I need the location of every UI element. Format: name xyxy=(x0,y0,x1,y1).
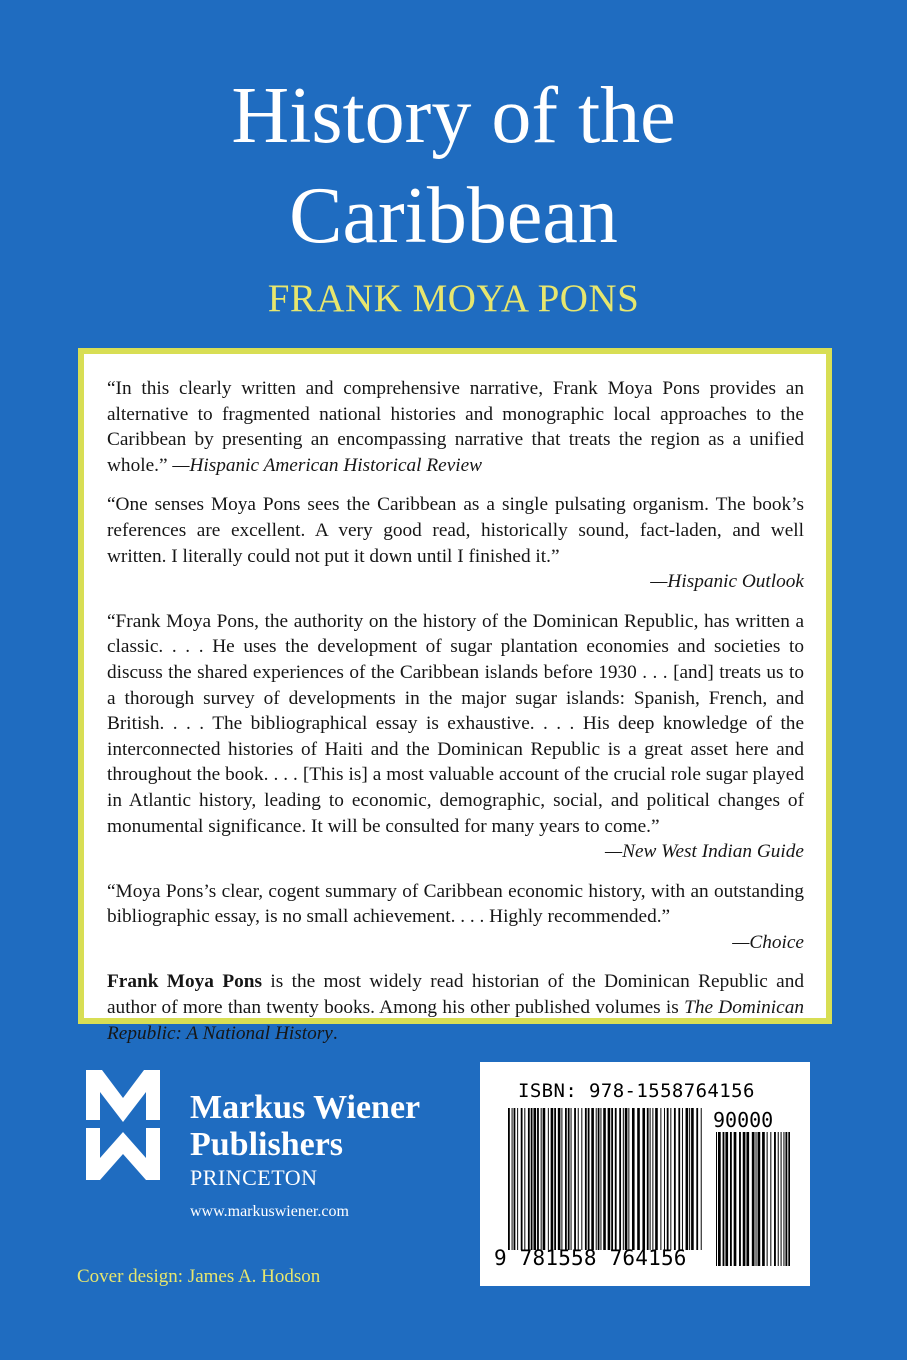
bio-text: is the most widely read historian of the Dominican Republic and author of more than twenty books. Among his other published volumes is xyxy=(107,971,804,1019)
title-line-2: Caribbean xyxy=(289,172,618,260)
barcode-bar xyxy=(603,1108,606,1250)
barcode-bar xyxy=(778,1132,779,1266)
author-name: FRANK MOYA PONS xyxy=(267,277,640,320)
quote-source: —Hispanic American Historical Review xyxy=(172,454,483,476)
barcode-bar xyxy=(723,1132,725,1266)
publisher-logo-icon xyxy=(82,1062,164,1187)
barcode-bar xyxy=(752,1132,755,1266)
review-quote-4 xyxy=(107,879,804,956)
quote-source: —New West Indian Guide xyxy=(604,841,804,863)
barcode-bar xyxy=(647,1108,649,1250)
barcode-bar xyxy=(568,1108,570,1250)
barcode-bar xyxy=(689,1108,690,1250)
barcode-bar xyxy=(730,1132,732,1266)
barcode-bar xyxy=(718,1132,721,1266)
barcode-bar xyxy=(637,1108,640,1250)
barcode-bar xyxy=(716,1132,717,1266)
barcode-bar xyxy=(783,1132,784,1266)
barcode-bar xyxy=(734,1132,737,1266)
publisher-url: www.markuswiener.com xyxy=(190,1203,349,1220)
title-line-1: History of the xyxy=(231,72,676,160)
barcode-bar xyxy=(611,1108,613,1250)
bio-end: . xyxy=(332,1022,338,1044)
barcode-addon-number: 90000 xyxy=(713,1108,774,1132)
barcode-bar xyxy=(632,1108,635,1250)
barcode-box xyxy=(480,1062,810,1286)
review-quote-3 xyxy=(107,609,804,865)
barcode-bar xyxy=(548,1108,549,1250)
barcode-bar xyxy=(600,1108,601,1250)
barcode-bar xyxy=(628,1108,629,1250)
review-quote-2 xyxy=(107,492,804,594)
barcode-bar xyxy=(514,1108,516,1250)
publisher-name xyxy=(190,1089,420,1163)
barcode-bar xyxy=(608,1108,611,1250)
barcode-bar xyxy=(596,1108,597,1250)
barcode-bar xyxy=(517,1108,518,1250)
barcode-bar xyxy=(696,1108,698,1250)
barcode-bar xyxy=(554,1108,556,1250)
barcode-bar xyxy=(558,1108,561,1250)
bio-book-title: The Dominican Republic: A National History xyxy=(107,997,804,1044)
barcode-bar xyxy=(615,1108,617,1250)
barcode-bar xyxy=(537,1108,539,1250)
barcode-bar xyxy=(758,1132,761,1266)
barcode-bar xyxy=(785,1132,787,1266)
barcode-main-bars xyxy=(508,1108,704,1250)
barcode-bar xyxy=(691,1108,694,1250)
barcode-bar xyxy=(591,1108,594,1250)
barcode-bar xyxy=(781,1132,782,1266)
barcode-bar xyxy=(508,1108,510,1250)
barcode-bar xyxy=(746,1132,749,1266)
barcode-bar xyxy=(667,1108,669,1250)
barcode-digits: 9 781558 764156 xyxy=(494,1246,687,1270)
barcode-bar xyxy=(581,1108,582,1250)
barcode-bar xyxy=(619,1108,621,1250)
barcode-bar xyxy=(674,1108,676,1250)
barcode-bar xyxy=(743,1132,746,1266)
barcode-bar xyxy=(551,1108,554,1250)
barcode-bar xyxy=(701,1108,702,1250)
quote-text: “One senses Moya Pons sees the Caribbean as a single pulsating organism. The book’s references are excellent. A very good read, historically sound, fact-laden, and well written. I literally could not put it down until I finished it.” xyxy=(107,494,804,567)
barcode-bar xyxy=(543,1108,546,1250)
barcode-bar xyxy=(512,1108,513,1250)
quote-source: —Choice xyxy=(732,931,804,953)
review-quotes-box xyxy=(78,348,832,1044)
publisher-name-line-1: Markus Wiener xyxy=(190,1089,421,1126)
barcode-bar xyxy=(531,1108,533,1250)
barcode-bar xyxy=(725,1132,728,1266)
barcode-bar xyxy=(528,1108,530,1250)
quote-text: “In this clearly written and comprehensive narrative, Frank Moya Pons provides an alternative to fragmented national histories and monographic local approaches to the Caribbean by presenting an encompassing narrative that treats the region as a unified whole.” xyxy=(107,378,804,476)
barcode-bar xyxy=(642,1108,645,1250)
quote-source: —Hispanic Outlook xyxy=(650,571,804,593)
barcode-bar xyxy=(774,1132,776,1266)
barcode-bar xyxy=(788,1132,790,1266)
quote-text: “Frank Moya Pons, the authority on the history of the Dominican Republic, has written a classic. . . . He uses the development of sugar plantation economies and societies to discuss the shared experiences of the Caribbean islands before 1930 . . . [and] treats us to a thorough survey of developments in the major sugar islands: Spanish, French, and British. . . . The bibliographical essay is exhaustive. . . . His deep knowledge of the interconnected histories of Haiti and the Dominican Republic is a great asset here and throughout the book. . . . [This is] a most valuable account of the crucial role sugar played in Atlantic history, leading to economic, demographic, social, and political changes of monumental significance. It will be consulted for many years to come.” xyxy=(107,610,804,837)
barcode-bar xyxy=(756,1132,757,1266)
cover-design-credit: Cover design: James A. Hodson xyxy=(77,1266,321,1287)
barcode-bar xyxy=(565,1108,567,1250)
barcode-bar xyxy=(686,1108,689,1250)
barcode-bar xyxy=(533,1108,536,1250)
barcode-bar xyxy=(561,1108,562,1250)
publisher-city: PRINCETON xyxy=(190,1165,318,1190)
barcode-bar xyxy=(625,1108,628,1250)
barcode-bar xyxy=(652,1108,653,1250)
barcode-bar xyxy=(588,1108,590,1250)
barcode-bar xyxy=(585,1108,587,1250)
quote-text: “Moya Pons’s clear, cogent summary of Caribbean economic history, with an outstanding bibliographic essay, is no small achievement. . . . Highly recommended.” xyxy=(107,880,804,928)
author-bio xyxy=(107,969,804,1046)
barcode-bar xyxy=(770,1132,771,1266)
barcode-bar xyxy=(682,1108,683,1250)
barcode-bar xyxy=(598,1108,600,1250)
barcode-bar xyxy=(541,1108,542,1250)
barcode-bar xyxy=(660,1108,661,1250)
barcode-bar xyxy=(574,1108,576,1250)
barcode-bar xyxy=(767,1132,768,1266)
barcode-bar xyxy=(623,1108,624,1250)
review-quote-1 xyxy=(107,376,804,478)
isbn-label: ISBN: 978-1558764156 xyxy=(518,1080,755,1102)
barcode-bar xyxy=(762,1132,765,1266)
barcode-bar xyxy=(521,1108,523,1250)
barcode-bar xyxy=(739,1132,741,1266)
publisher-name-line-2: Publishers xyxy=(190,1126,344,1163)
barcode-bar xyxy=(678,1108,680,1250)
barcode-bar xyxy=(571,1108,572,1250)
barcode-bar xyxy=(524,1108,525,1250)
bio-author-name: Frank Moya Pons xyxy=(107,971,262,993)
barcode-bar xyxy=(650,1108,651,1250)
barcode-bar xyxy=(655,1108,658,1250)
barcode-bar xyxy=(670,1108,671,1250)
barcode-bar xyxy=(578,1108,579,1250)
barcode-addon-bars xyxy=(716,1132,790,1266)
barcode-bar xyxy=(664,1108,665,1250)
